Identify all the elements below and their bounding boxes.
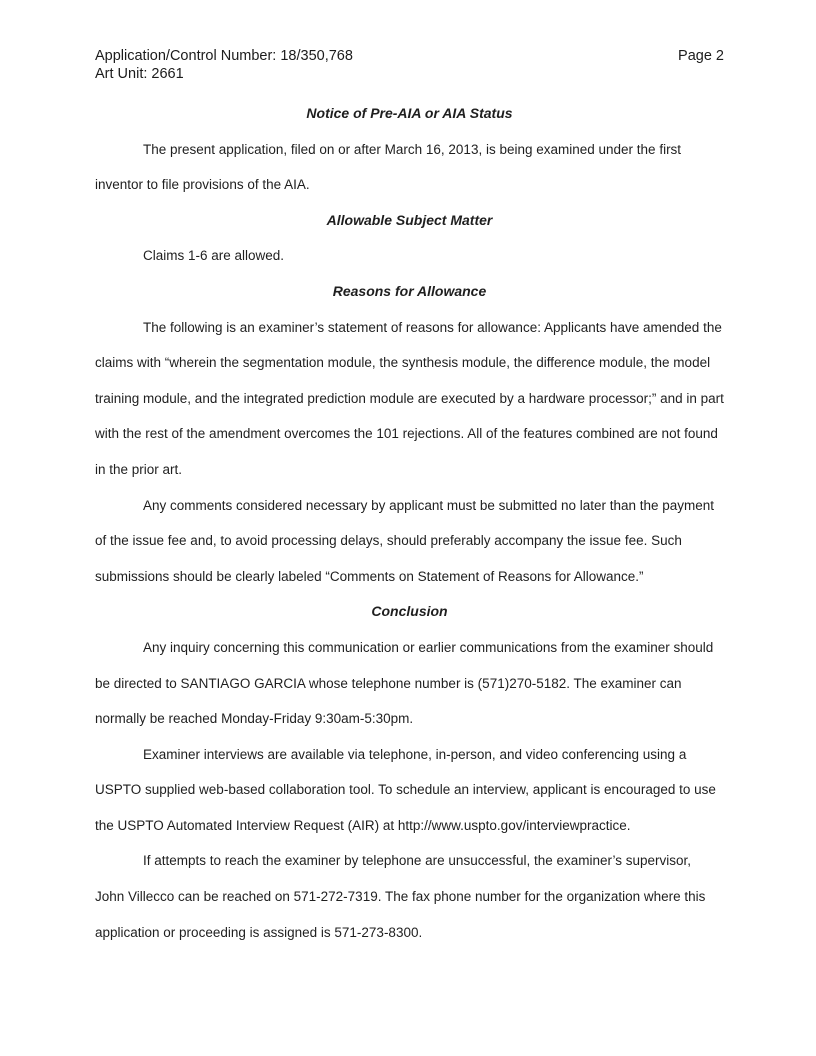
document-body <box>95 96 724 950</box>
document-header <box>95 47 724 83</box>
header-row-1 <box>95 47 724 65</box>
header-row-2 <box>95 65 724 83</box>
page-number: Page 2 <box>678 48 724 64</box>
paragraph-comments-submission: Any comments considered necessary by applicant must be submitted no later than the payment of the issue fee and, to avoid processing delays, should preferably accompany the issue fee. Such submissions should be clearly labeled “Comments on Statement of Reasons for Allowance.” <box>95 497 715 584</box>
application-control-number: Application/Control Number: 18/350,768 <box>95 48 353 64</box>
section-heading-notice-of-aia-status: Notice of Pre-AIA or AIA Status <box>306 105 513 121</box>
paragraph-claims-allowed: Claims 1-6 are allowed. <box>143 248 285 264</box>
paragraph-examiner-statement: The following is an examiner’s statement of reasons for allowance: Applicants have amended the claims with “wherein the segmentation module, the synthesis module, the difference module, the model training module, and the integrated prediction module are executed by a hardware processor;” and in part with the rest of the amendment overcomes the 101 rejections. All of the features combined are not found in the prior art. <box>95 319 724 477</box>
paragraph-examiner-interviews: Examiner interviews are available via telephone, in-person, and video conferencing using a USPTO supplied web-based collaboration tool. To schedule an interview, applicant is encouraged to use the USPTO Automated Interview Request (AIR) at http://www.uspto.gov/interviewpractice. <box>95 746 716 833</box>
art-unit: Art Unit: 2661 <box>95 66 184 82</box>
paragraph-supervisor-contact: If attempts to reach the examiner by telephone are unsuccessful, the examiner’s supervisor, John Villecco can be reached on 571-272-7319. The fax phone number for the organization where this application or proceeding is assigned is 571-273-8300. <box>95 853 706 940</box>
paragraph-inquiry-contact: Any inquiry concerning this communication or earlier communications from the examiner should be directed to SANTIAGO GARCIA whose telephone number is (571)270-5182. The examiner can normally be reached Monday-Friday 9:30am-5:30pm. <box>95 639 714 727</box>
paragraph-aia-status: The present application, filed on or after March 16, 2013, is being examined under the first inventor to file provisions of the AIA. <box>95 141 682 193</box>
section-heading-allowable-subject-matter: Allowable Subject Matter <box>326 211 493 228</box>
section-heading-conclusion: Conclusion <box>371 603 448 620</box>
section-heading-reasons-for-allowance: Reasons for Allowance <box>332 282 487 299</box>
